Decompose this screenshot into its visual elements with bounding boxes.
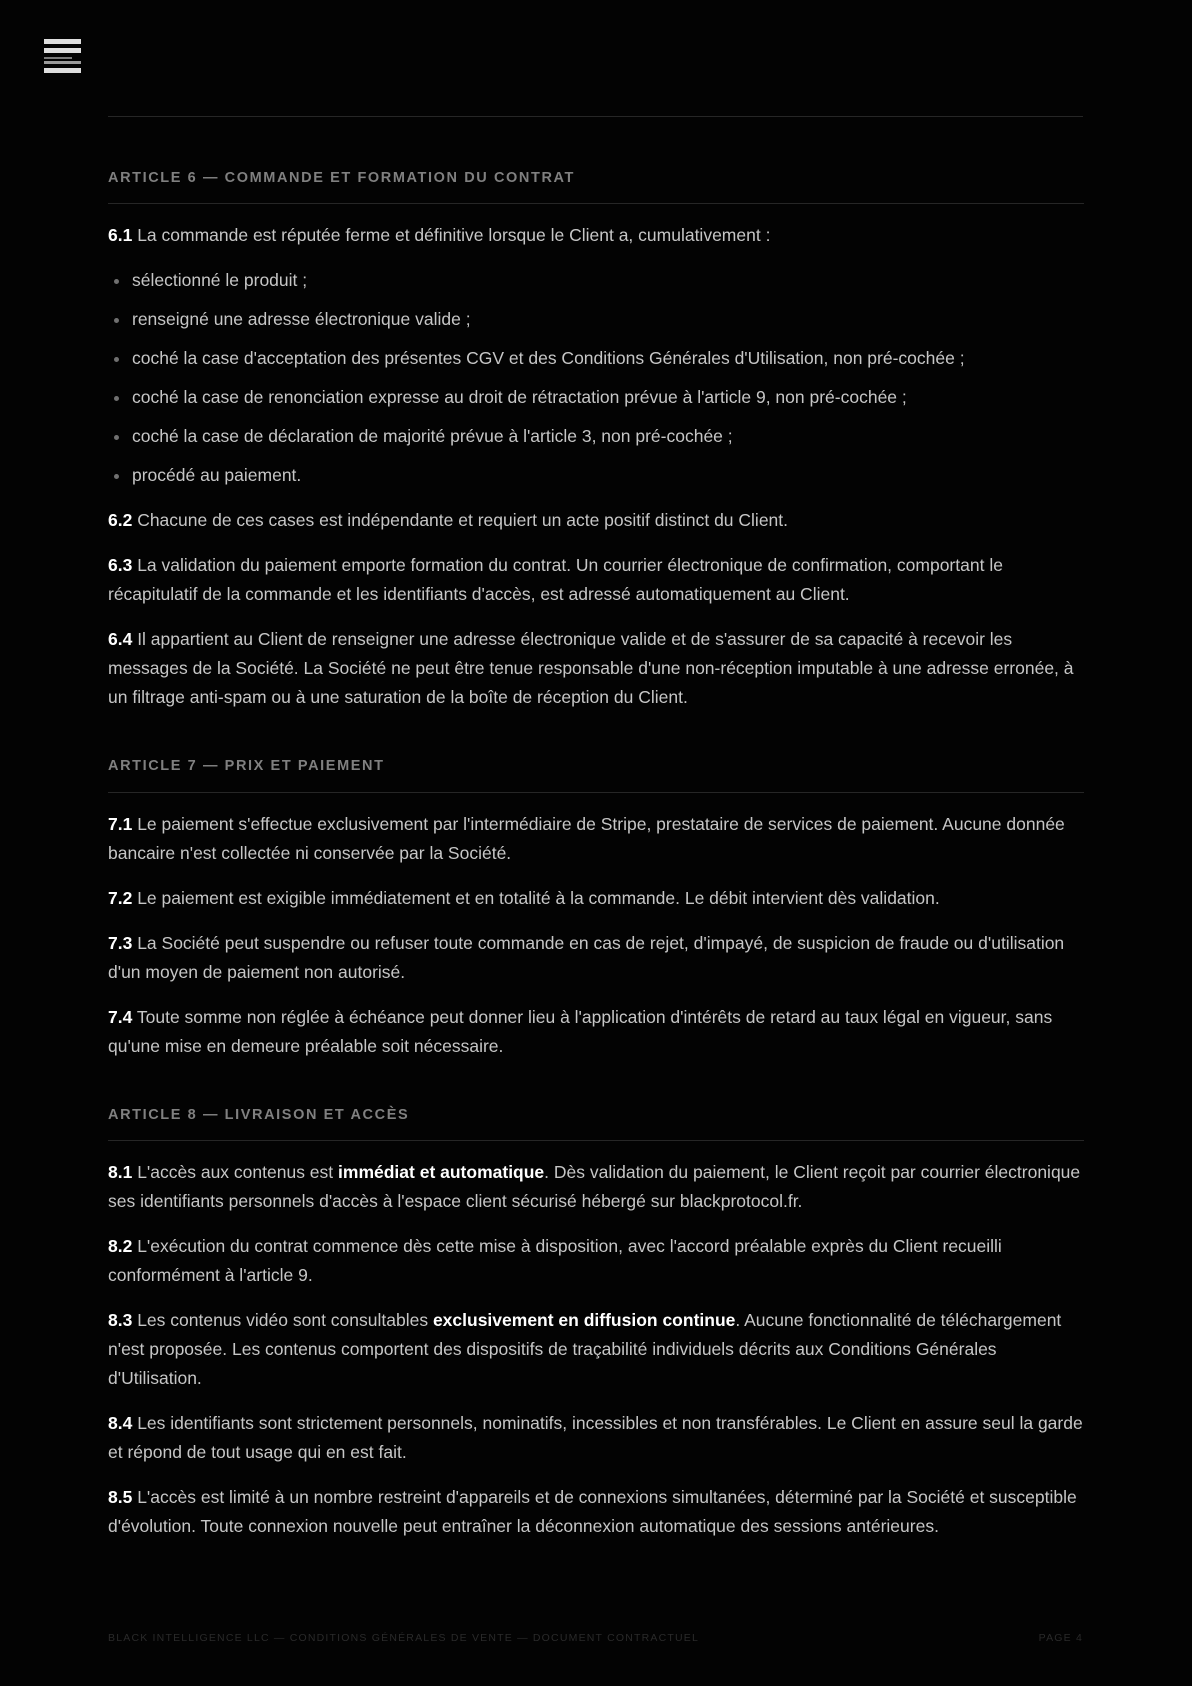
clause-text: Les contenus vidéo sont consultables xyxy=(132,1310,433,1331)
clause-number: 6.4 xyxy=(108,629,133,650)
clause-text: L'accès est limité à un nombre restreint d'appareils et de connexions simultanées, déterminé par la Société et susceptible d'évolution. Toute connexion nouvelle peut entraîner la déconnexion automatique des sessions antérieures. xyxy=(108,1487,1077,1537)
article-6 xyxy=(108,170,1084,712)
article-7 xyxy=(108,758,1084,1060)
list-item: procédé au paiement. xyxy=(108,461,1084,490)
footer-document-label: BLACK INTELLIGENCE LLC — CONDITIONS GÉNÉRALES DE VENTE — DOCUMENT CONTRACTUEL xyxy=(108,1632,700,1644)
clause-number: 7.1 xyxy=(108,813,133,834)
clause-7-3 xyxy=(108,929,1084,987)
clause-text: Chacune de ces cases est indépendante et requiert un acte positif distinct du Client. xyxy=(132,510,789,531)
clause-text: La Société peut suspendre ou refuser toute commande en cas de rejet, d'impayé, de suspicion de fraude ou d'utilisation d'un moyen de paiement non autorisé. xyxy=(108,932,1065,982)
clause-number: 8.1 xyxy=(108,1162,133,1183)
clause-number: 7.4 xyxy=(108,1006,133,1027)
clause-8-5 xyxy=(108,1483,1084,1541)
clause-8-2 xyxy=(108,1232,1084,1290)
clause-number: 7.3 xyxy=(108,932,133,953)
emphasis-text: exclusivement en diffusion continue xyxy=(432,1310,736,1331)
list-item: coché la case de renonciation expresse au droit de rétractation prévue à l'article 9, non pré-cochée ; xyxy=(108,383,1084,412)
article-title: ARTICLE 7 — PRIX ET PAIEMENT xyxy=(108,758,1084,792)
clause-text: La validation du paiement emporte formation du contrat. Un courrier électronique de confirmation, comportant le récapitulatif de la commande et les identifiants d'accès, est adressé automatiquement au Client. xyxy=(108,555,1003,605)
document-body xyxy=(108,170,1084,1541)
clause-number: 6.3 xyxy=(108,555,133,576)
clause-text: L'exécution du contrat commence dès cette mise à disposition, avec l'accord préalable exprès du Client recueilli conformément à l'article 9. xyxy=(108,1236,1002,1286)
list-item: coché la case d'acceptation des présentes CGV et des Conditions Générales d'Utilisation, non pré-cochée ; xyxy=(108,344,1084,373)
clause-6-3 xyxy=(108,551,1084,609)
clause-7-2 xyxy=(108,884,1084,913)
hamburger-logo-icon xyxy=(44,38,82,76)
emphasis-text: immédiat et automatique xyxy=(338,1162,545,1183)
article-title: ARTICLE 6 — COMMANDE ET FORMATION DU CONTRAT xyxy=(108,170,1084,204)
clause-number: 7.2 xyxy=(108,887,133,908)
clause-6-4 xyxy=(108,625,1084,712)
page-footer xyxy=(108,1632,1083,1644)
clause-text: La commande est réputée ferme et définitive lorsque le Client a, cumulativement : xyxy=(132,225,771,246)
clause-text: Toute somme non réglée à échéance peut donner lieu à l'application d'intérêts de retard au taux légal en vigueur, sans qu'une mise en demeure préalable soit nécessaire. xyxy=(108,1006,1053,1056)
clause-8-3 xyxy=(108,1306,1084,1393)
list-item: renseigné une adresse électronique valide ; xyxy=(108,305,1084,334)
clause-number: 8.5 xyxy=(108,1487,133,1508)
clause-number: 8.4 xyxy=(108,1413,133,1434)
clause-text: Il appartient au Client de renseigner une adresse électronique valide et de s'assurer de sa capacité à recevoir les messages de la Société. La Société ne peut être tenue responsable d'une non-réception imputable à une adresse erronée, à un filtrage anti-spam ou à une saturation de la boîte de réception du Client. xyxy=(108,629,1074,708)
clause-8-1 xyxy=(108,1158,1084,1216)
clause-number: 6.1 xyxy=(108,225,133,246)
article-8 xyxy=(108,1107,1084,1541)
clause-8-4 xyxy=(108,1409,1084,1467)
clause-6-2 xyxy=(108,506,1084,535)
list-item: coché la case de déclaration de majorité prévue à l'article 3, non pré-cochée ; xyxy=(108,422,1084,451)
clause-text: Le paiement s'effectue exclusivement par l'intermédiaire de Stripe, prestataire de services de paiement. Aucune donnée bancaire n'est collectée ni conservée par la Société. xyxy=(108,813,1065,863)
conditions-list xyxy=(108,266,1084,490)
clause-text: . Dès validation du paiement, le Client reçoit par courrier électronique ses identifiants personnels d'accès à l'espace client sécurisé hébergé sur blackprotocol.fr. xyxy=(108,1162,1081,1212)
article-title: ARTICLE 8 — LIVRAISON ET ACCÈS xyxy=(108,1107,1084,1141)
page-number: PAGE 4 xyxy=(1038,1632,1083,1644)
clause-7-1 xyxy=(108,810,1084,868)
clause-text: L'accès aux contenus est xyxy=(132,1162,339,1183)
clause-text: Les identifiants sont strictement personnels, nominatifs, incessibles et non transférables. Le Client en assure seul la garde et répond de tout usage qui en est fait. xyxy=(108,1413,1083,1463)
clause-text: Le paiement est exigible immédiatement et en totalité à la commande. Le débit intervient dès validation. xyxy=(132,887,940,908)
clause-number: 8.2 xyxy=(108,1236,133,1257)
list-item: sélectionné le produit ; xyxy=(108,266,1084,295)
clause-7-4 xyxy=(108,1003,1084,1061)
clause-number: 6.2 xyxy=(108,510,133,531)
clause-text: . Aucune fonctionnalité de téléchargement n'est proposée. Les contenus comportent des dispositifs de traçabilité individuels décrits aux Conditions Générales d'Utilisation. xyxy=(108,1310,1062,1389)
top-divider xyxy=(108,116,1083,117)
clause-6-1 xyxy=(108,221,1084,250)
clause-number: 8.3 xyxy=(108,1310,133,1331)
